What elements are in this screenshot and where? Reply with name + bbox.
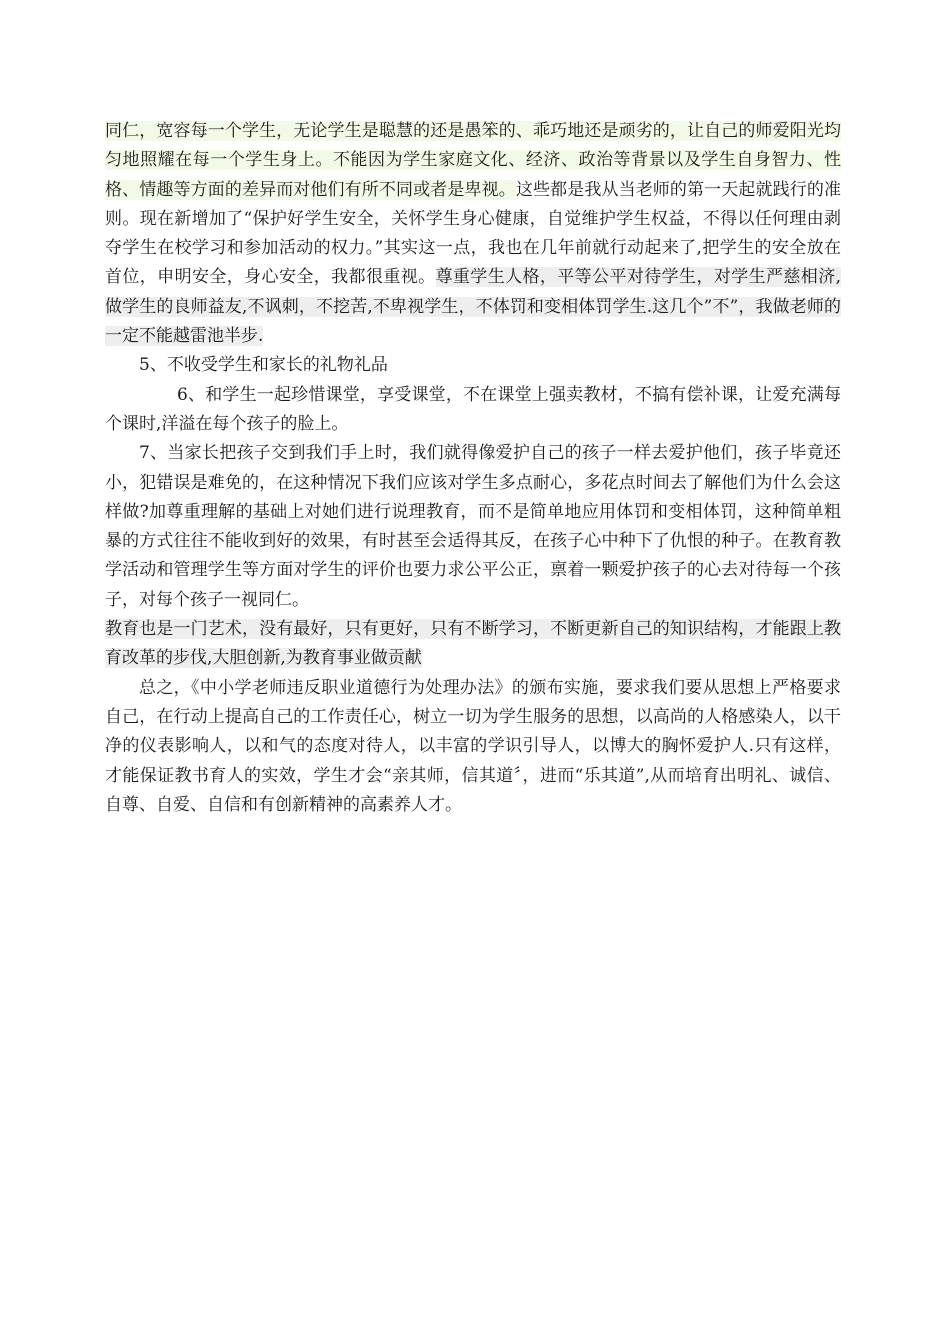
- paragraph-item-6: 6、和学生一起珍惜课堂，享受课堂，不在课堂上强卖教材，不搞有偿补课，让爱充满每个课时,洋溢在每个孩子的脸上。: [105, 384, 841, 434]
- paragraph-teacher-ethics: [105, 117, 841, 351]
- paragraph-item-5: 5、不收受学生和家长的礼物礼品: [139, 355, 388, 376]
- highlighted-text-green: 同仁，宽容每一个学生，无论学生是聪慧的还是愚笨的、乖巧地还是顽劣的，让自己的师爱阳光均匀地照耀在每一个学生身上。不能因为学生家庭文化、经济、政治等背景以及学生自身智力、性格、情趣等方面的差异而对他们有所不同或者是卑视。: [105, 121, 841, 200]
- document-body: [105, 117, 841, 820]
- paragraph-education-art: [105, 615, 841, 674]
- paragraph-conclusion: 总之，《中小学老师违反职业道德行为处理办法》的颁布实施，要求我们要从思想上严格要求自己，在行动上提高自己的工作责任心，树立一切为学生服务的思想，以高尚的人格感染人，以干净的仪表影响人，以和气的态度对待人，以丰富的学识引导人，以博大的胸怀爱护人.只有这样，才能保证教书育人的实效，学生才会“亲其师，信其道〞，进而“乐其道”,从而培育出明礼、诚信、自尊、自爱、自信和有创新精神的高素养人才。: [105, 677, 841, 815]
- body-text: 这些都是我从当老师的第一天起就践行的准则。现在新增加了“保护好学生安全，关怀学生身心健康，自觉维护学生权益，不得以任何理由剥夺学生在校学习和参加活动的权力。”其实这一点，我也在几年前就行动起来了,把学生的安全放在首位，申明安全，身心安全，我都很重视。: [105, 179, 842, 288]
- highlighted-text-grey: 尊重学生人格，平等公平对待学生，对学生严慈相济,做学生的良师益友,不讽刺，不挖苦,不卑视学生，不体罚和变相体罚学生.这几个”不”，我做老师的一定不能越雷池半步.: [105, 267, 842, 347]
- paragraph-item-7: 7、当家长把孩子交到我们手上时，我们就得像爱护自己的孩子一样去爱护他们，孩子毕竟还小，犯错误是难免的，在这种情况下我们应该对学生多点耐心，多花点时间去了解他们为什么会这样做?加尊重理解的基础上对她们进行说理教育，而不是简单地应用体罚和变相体罚，这种简单粗暴的方式往往不能收到好的效果，有时甚至会适得其反，在孩子心中种下了仇恨的种子。在教育教学活动和管理学生等方面对学生的评价也要力求公平公正，禀着一颗爱护孩子的心去对待每一个孩子，对每个孩子一视同仁。: [105, 443, 841, 610]
- highlighted-text-grey: 教育也是一门艺术，没有最好，只有更好，只有不断学习，不断更新自己的知识结构，才能跟上教育改革的步伐,大胆创新,为教育事业做贡献: [105, 619, 841, 669]
